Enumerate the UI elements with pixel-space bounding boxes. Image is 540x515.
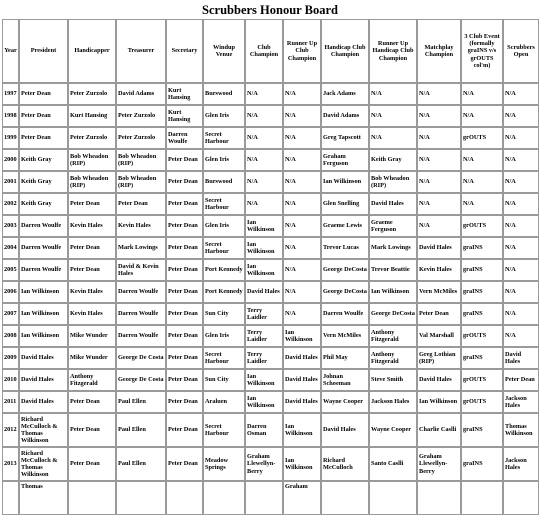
year-cell: 2002 xyxy=(2,193,19,215)
table-cell: Peter Dean xyxy=(19,127,68,149)
table-cell: David Hales xyxy=(503,347,539,369)
column-header: Scrubbers Open xyxy=(503,19,539,83)
table-cell: Wayne Cooper xyxy=(321,391,369,413)
table-cell: Peter Dean xyxy=(503,369,539,391)
table-cell: Secret Harbour xyxy=(203,237,245,259)
table-cell: N/A xyxy=(503,237,539,259)
column-header: Handicapper xyxy=(68,19,116,83)
table-cell: Richard McCulloch & Thomas Wilkinson xyxy=(19,447,68,481)
table-cell: N/A xyxy=(503,281,539,303)
table-cell: N/A xyxy=(283,105,321,127)
table-cell: Glen Iris xyxy=(203,105,245,127)
table-cell: graINS xyxy=(461,347,503,369)
table-cell: Kevin Hales xyxy=(417,259,461,281)
table-cell: N/A xyxy=(417,171,461,193)
table-cell: N/A xyxy=(283,193,321,215)
table-cell: Mike Wunder xyxy=(68,347,116,369)
table-row xyxy=(2,413,539,447)
table-cell: N/A xyxy=(503,83,539,105)
table-cell: N/A xyxy=(503,193,539,215)
table-row xyxy=(2,369,539,391)
table-cell: Paul Ellen xyxy=(116,391,166,413)
table-cell: David Hales xyxy=(19,391,68,413)
table-cell: Peter Dean xyxy=(68,447,116,481)
table-cell: Kevin Hales xyxy=(68,215,116,237)
table-row xyxy=(2,447,539,481)
year-cell: 2007 xyxy=(2,303,19,325)
table-cell: grOUTS xyxy=(461,127,503,149)
table-cell: Richard McCulloch xyxy=(321,447,369,481)
table-cell: Bob Wheadon (RIP) xyxy=(68,171,116,193)
table-cell: David Hales xyxy=(283,369,321,391)
table-cell: Santo Caslli xyxy=(369,447,417,481)
table-cell: N/A xyxy=(283,259,321,281)
table-cell: Keith Gray xyxy=(369,149,417,171)
table-cell: Wayne Cooper xyxy=(369,413,417,447)
table-cell: Araluen xyxy=(203,391,245,413)
table-cell: Terry Laidler xyxy=(245,303,283,325)
table-cell: Darren Woulfe xyxy=(116,281,166,303)
table-cell: Port Kennedy xyxy=(203,281,245,303)
table-cell: Anthony Fitzgerald xyxy=(68,369,116,391)
table-cell: David Hales xyxy=(417,237,461,259)
year-cell: 2009 xyxy=(2,347,19,369)
table-cell: N/A xyxy=(503,149,539,171)
table-cell: Peter Dean xyxy=(166,303,203,325)
table-cell: N/A xyxy=(283,303,321,325)
table-cell: Secret Harbour xyxy=(203,193,245,215)
table-cell: Jackson Hales xyxy=(503,391,539,413)
table-cell: Peter Dean xyxy=(166,171,203,193)
table-cell: Johnan Schoeman xyxy=(321,369,369,391)
table-cell: Darren Osman xyxy=(245,413,283,447)
column-header: Secretary xyxy=(166,19,203,83)
table-cell: Ian Wilkinson xyxy=(369,281,417,303)
table-cell: Ian Wilkinson xyxy=(321,171,369,193)
table-cell: Steve Smith xyxy=(369,369,417,391)
table-cell: Peter Zurzolo xyxy=(116,127,166,149)
table-cell xyxy=(203,481,245,515)
table-cell: Keith Gray xyxy=(19,171,68,193)
table-cell: George De Costa xyxy=(116,369,166,391)
table-cell: Peter Dean xyxy=(68,413,116,447)
table-cell: N/A xyxy=(417,83,461,105)
table-cell: Secret Harbour xyxy=(203,127,245,149)
table-cell: Ian Wilkinson xyxy=(245,237,283,259)
table-cell: Keith Gray xyxy=(19,193,68,215)
table-cell: Graham Llewellyn-Berry xyxy=(245,447,283,481)
table-cell: Darren Woulfe xyxy=(116,303,166,325)
table-cell: Peter Dean xyxy=(68,391,116,413)
table-cell: Bob Wheadon (RIP) xyxy=(68,149,116,171)
table-cell: Val Marshall xyxy=(417,325,461,347)
table-row xyxy=(2,481,539,515)
table-cell: George DeCosta xyxy=(369,303,417,325)
header-row xyxy=(2,19,539,83)
table-cell: David Hales xyxy=(19,347,68,369)
table-cell: N/A xyxy=(417,127,461,149)
table-cell: Vern McMiles xyxy=(321,325,369,347)
table-cell: David Hales xyxy=(283,347,321,369)
table-row xyxy=(2,105,539,127)
table-cell: N/A xyxy=(283,149,321,171)
table-cell: Glen Iris xyxy=(203,215,245,237)
table-cell: Anthony Fitzgerald xyxy=(369,347,417,369)
table-cell: N/A xyxy=(503,171,539,193)
page-title: Scrubbers Honour Board xyxy=(202,3,338,17)
year-cell: 2000 xyxy=(2,149,19,171)
table-cell: Peter Zurzolo xyxy=(68,127,116,149)
table-cell: Kevin Hales xyxy=(68,303,116,325)
table-cell: Graeme Ferguson xyxy=(369,215,417,237)
table-cell: N/A xyxy=(369,105,417,127)
table-cell: David & Kevin Hales xyxy=(116,259,166,281)
table-cell xyxy=(417,481,461,515)
table-cell: Darren Woulfe xyxy=(19,259,68,281)
year-cell: 2004 xyxy=(2,237,19,259)
table-cell: Peter Dean xyxy=(166,447,203,481)
table-cell: David Hales xyxy=(19,369,68,391)
table-cell: Ian Wilkinson xyxy=(245,259,283,281)
table-cell: grOUTS xyxy=(461,325,503,347)
table-cell: Mike Wunder xyxy=(68,325,116,347)
table-cell: Peter Dean xyxy=(166,347,203,369)
table-cell: Bob Wheadon (RIP) xyxy=(116,171,166,193)
table-cell xyxy=(68,481,116,515)
table-cell: Peter Dean xyxy=(166,281,203,303)
table-cell: Bob Wheadon (RIP) xyxy=(369,171,417,193)
table-cell: Kurt Hansing xyxy=(166,83,203,105)
table-cell xyxy=(321,481,369,515)
table-cell: N/A xyxy=(417,105,461,127)
table-cell: graINS xyxy=(461,303,503,325)
table-cell: Phil May xyxy=(321,347,369,369)
honour-table xyxy=(2,19,539,515)
table-cell: Peter Dean xyxy=(166,193,203,215)
table-cell: Peter Dean xyxy=(166,149,203,171)
year-cell xyxy=(2,481,19,515)
table-cell: Peter Dean xyxy=(166,215,203,237)
table-cell: Thomas xyxy=(19,481,68,515)
table-cell: Trevor Beattie xyxy=(369,259,417,281)
year-cell: 2008 xyxy=(2,325,19,347)
table-cell: Meadow Springs xyxy=(203,447,245,481)
table-cell: Secret Harbour xyxy=(203,347,245,369)
table-cell: grOUTS xyxy=(461,215,503,237)
table-cell: George De Costa xyxy=(116,347,166,369)
table-cell: Ian Wilkinson xyxy=(417,391,461,413)
table-cell: Darren Woulfe xyxy=(19,237,68,259)
table-cell: Jackson Hales xyxy=(503,447,539,481)
table-cell: Ian Wilkinson xyxy=(245,391,283,413)
table-cell: Ian Wilkinson xyxy=(245,369,283,391)
table-cell: N/A xyxy=(461,149,503,171)
table-cell: Thomas Wilkinson xyxy=(503,413,539,447)
table-row xyxy=(2,149,539,171)
table-cell: N/A xyxy=(417,149,461,171)
table-cell: N/A xyxy=(283,127,321,149)
table-cell: Charlie Caslli xyxy=(417,413,461,447)
table-cell: Paul Ellen xyxy=(116,413,166,447)
table-cell: Kurt Hansing xyxy=(68,105,116,127)
year-cell: 2003 xyxy=(2,215,19,237)
column-header: Runner Up Handicap Club Champion xyxy=(369,19,417,83)
table-cell: N/A xyxy=(503,259,539,281)
table-cell: David Hales xyxy=(283,391,321,413)
column-header: Treasurer xyxy=(116,19,166,83)
table-cell xyxy=(245,481,283,515)
year-cell: 2012 xyxy=(2,413,19,447)
table-cell: N/A xyxy=(245,127,283,149)
table-cell: David Hales xyxy=(417,369,461,391)
table-cell: N/A xyxy=(503,303,539,325)
table-cell: graINS xyxy=(461,281,503,303)
table-cell: Sun City xyxy=(203,369,245,391)
year-cell: 2010 xyxy=(2,369,19,391)
table-cell: Darren Woulfe xyxy=(116,325,166,347)
table-cell: Peter Dean xyxy=(166,259,203,281)
table-cell xyxy=(461,481,503,515)
table-cell: grOUTS xyxy=(461,391,503,413)
table-cell: Glen Iris xyxy=(203,325,245,347)
table-cell: N/A xyxy=(461,171,503,193)
table-cell: Ian Wilkinson xyxy=(283,325,321,347)
table-cell xyxy=(503,481,539,515)
table-cell: N/A xyxy=(245,193,283,215)
table-cell: Darren Woulfe xyxy=(321,303,369,325)
table-cell: Graham Ferguson xyxy=(321,149,369,171)
table-cell: David Adams xyxy=(116,83,166,105)
table-cell: N/A xyxy=(245,149,283,171)
table-cell: N/A xyxy=(461,83,503,105)
table-cell: Kurt Hansing xyxy=(166,105,203,127)
table-cell: Peter Dean xyxy=(19,83,68,105)
table-cell: Greg Lothian (RIP) xyxy=(417,347,461,369)
year-cell: 2011 xyxy=(2,391,19,413)
table-cell: N/A xyxy=(503,325,539,347)
table-cell: Burswood xyxy=(203,83,245,105)
table-cell: Terry Laidler xyxy=(245,347,283,369)
table-cell: N/A xyxy=(461,105,503,127)
table-cell: Secret Harbour xyxy=(203,413,245,447)
table-row xyxy=(2,193,539,215)
table-cell: Peter Dean xyxy=(166,369,203,391)
table-cell: Ian Wilkinson xyxy=(283,447,321,481)
table-cell: N/A xyxy=(283,83,321,105)
table-cell: graINS xyxy=(461,237,503,259)
table-cell: N/A xyxy=(503,215,539,237)
table-cell: Richard McCulloch & Thomas Wilkinson xyxy=(19,413,68,447)
table-cell xyxy=(369,481,417,515)
table-cell: Peter Dean xyxy=(166,237,203,259)
table-cell: Peter Dean xyxy=(116,193,166,215)
column-header: 3 Club Event (formally graINS v/s grOUTS col'm) xyxy=(461,19,503,83)
table-cell: Peter Zurzolo xyxy=(68,83,116,105)
table-cell: Glen Iris xyxy=(203,149,245,171)
table-cell: Vern McMiles xyxy=(417,281,461,303)
table-cell: Port Kennedy xyxy=(203,259,245,281)
table-cell: N/A xyxy=(283,281,321,303)
table-cell: N/A xyxy=(417,193,461,215)
table-cell: Mark Lowings xyxy=(116,237,166,259)
table-row xyxy=(2,259,539,281)
table-cell: grOUTS xyxy=(461,369,503,391)
table-cell: graINS xyxy=(461,413,503,447)
table-cell: Peter Zurzolo xyxy=(116,105,166,127)
table-row xyxy=(2,237,539,259)
table-cell: Ian Wilkinson xyxy=(245,215,283,237)
table-cell: Jackson Hales xyxy=(369,391,417,413)
table-cell: Burswood xyxy=(203,171,245,193)
table-row xyxy=(2,215,539,237)
table-cell: Peter Dean xyxy=(68,193,116,215)
table-cell: Trevor Lucas xyxy=(321,237,369,259)
table-cell: N/A xyxy=(461,193,503,215)
table-cell: Graeme Lewis xyxy=(321,215,369,237)
table-cell: graINS xyxy=(461,259,503,281)
table-cell: Peter Dean xyxy=(68,259,116,281)
column-header: Handicap Club Champion xyxy=(321,19,369,83)
table-row xyxy=(2,303,539,325)
table-row xyxy=(2,347,539,369)
table-row xyxy=(2,325,539,347)
table-cell: Peter Dean xyxy=(68,237,116,259)
table-cell: David Hales xyxy=(369,193,417,215)
table-cell: David Hales xyxy=(321,413,369,447)
table-cell: N/A xyxy=(369,127,417,149)
table-cell: Peter Dean xyxy=(166,325,203,347)
table-row xyxy=(2,127,539,149)
table-cell: David Hales xyxy=(245,281,283,303)
table-cell xyxy=(166,481,203,515)
year-cell: 1999 xyxy=(2,127,19,149)
column-header: Windup Venue xyxy=(203,19,245,83)
table-row xyxy=(2,83,539,105)
table-cell: N/A xyxy=(245,83,283,105)
column-header: Year xyxy=(2,19,19,83)
table-cell: N/A xyxy=(503,105,539,127)
column-header: Runner Up Club Champion xyxy=(283,19,321,83)
table-cell: Jack Adams xyxy=(321,83,369,105)
table-cell: Darren Woulfe xyxy=(166,127,203,149)
table-cell: graINS xyxy=(461,447,503,481)
table-cell: Ian Wilkinson xyxy=(19,281,68,303)
table-cell: N/A xyxy=(245,171,283,193)
column-header: Club Champion xyxy=(245,19,283,83)
table-cell: Graham xyxy=(283,481,321,515)
table-cell: N/A xyxy=(245,105,283,127)
table-cell: N/A xyxy=(283,215,321,237)
table-row xyxy=(2,281,539,303)
table-cell: N/A xyxy=(283,237,321,259)
table-row xyxy=(2,391,539,413)
table-cell: Peter Dean xyxy=(166,413,203,447)
table-cell: Sun City xyxy=(203,303,245,325)
table-cell: Darren Woulfe xyxy=(19,215,68,237)
year-cell: 2006 xyxy=(2,281,19,303)
table-cell: Kevin Hales xyxy=(68,281,116,303)
table-cell: Anthony Fitzgerald xyxy=(369,325,417,347)
column-header: President xyxy=(19,19,68,83)
table-cell: N/A xyxy=(369,83,417,105)
table-row xyxy=(2,171,539,193)
table-cell: Glen Snelling xyxy=(321,193,369,215)
table-cell: Kevin Hales xyxy=(116,215,166,237)
year-cell: 1998 xyxy=(2,105,19,127)
table-cell: N/A xyxy=(503,127,539,149)
table-cell: George DeCosta xyxy=(321,281,369,303)
table-cell: Peter Dean xyxy=(166,391,203,413)
table-cell: Mark Lowings xyxy=(369,237,417,259)
year-cell: 1997 xyxy=(2,83,19,105)
table-cell: Terry Laidler xyxy=(245,325,283,347)
table-cell: Ian Wilkinson xyxy=(19,303,68,325)
table-cell: Graham Llewellyn-Berry xyxy=(417,447,461,481)
table-cell: Ian Wilkinson xyxy=(283,413,321,447)
table-cell: N/A xyxy=(283,171,321,193)
table-cell: Greg Tapscott xyxy=(321,127,369,149)
year-cell: 2005 xyxy=(2,259,19,281)
year-cell: 2001 xyxy=(2,171,19,193)
table-cell: Paul Ellen xyxy=(116,447,166,481)
table-cell: David Adams xyxy=(321,105,369,127)
table-cell: Keith Gray xyxy=(19,149,68,171)
table-cell: N/A xyxy=(417,215,461,237)
table-cell: Peter Dean xyxy=(417,303,461,325)
table-cell: Ian Wilkinson xyxy=(19,325,68,347)
table-cell: Bob Wheadon (RIP) xyxy=(116,149,166,171)
column-header: Matchplay Champion xyxy=(417,19,461,83)
table-cell xyxy=(116,481,166,515)
year-cell: 2013 xyxy=(2,447,19,481)
table-cell: George DeCosta xyxy=(321,259,369,281)
table-cell: Peter Dean xyxy=(19,105,68,127)
